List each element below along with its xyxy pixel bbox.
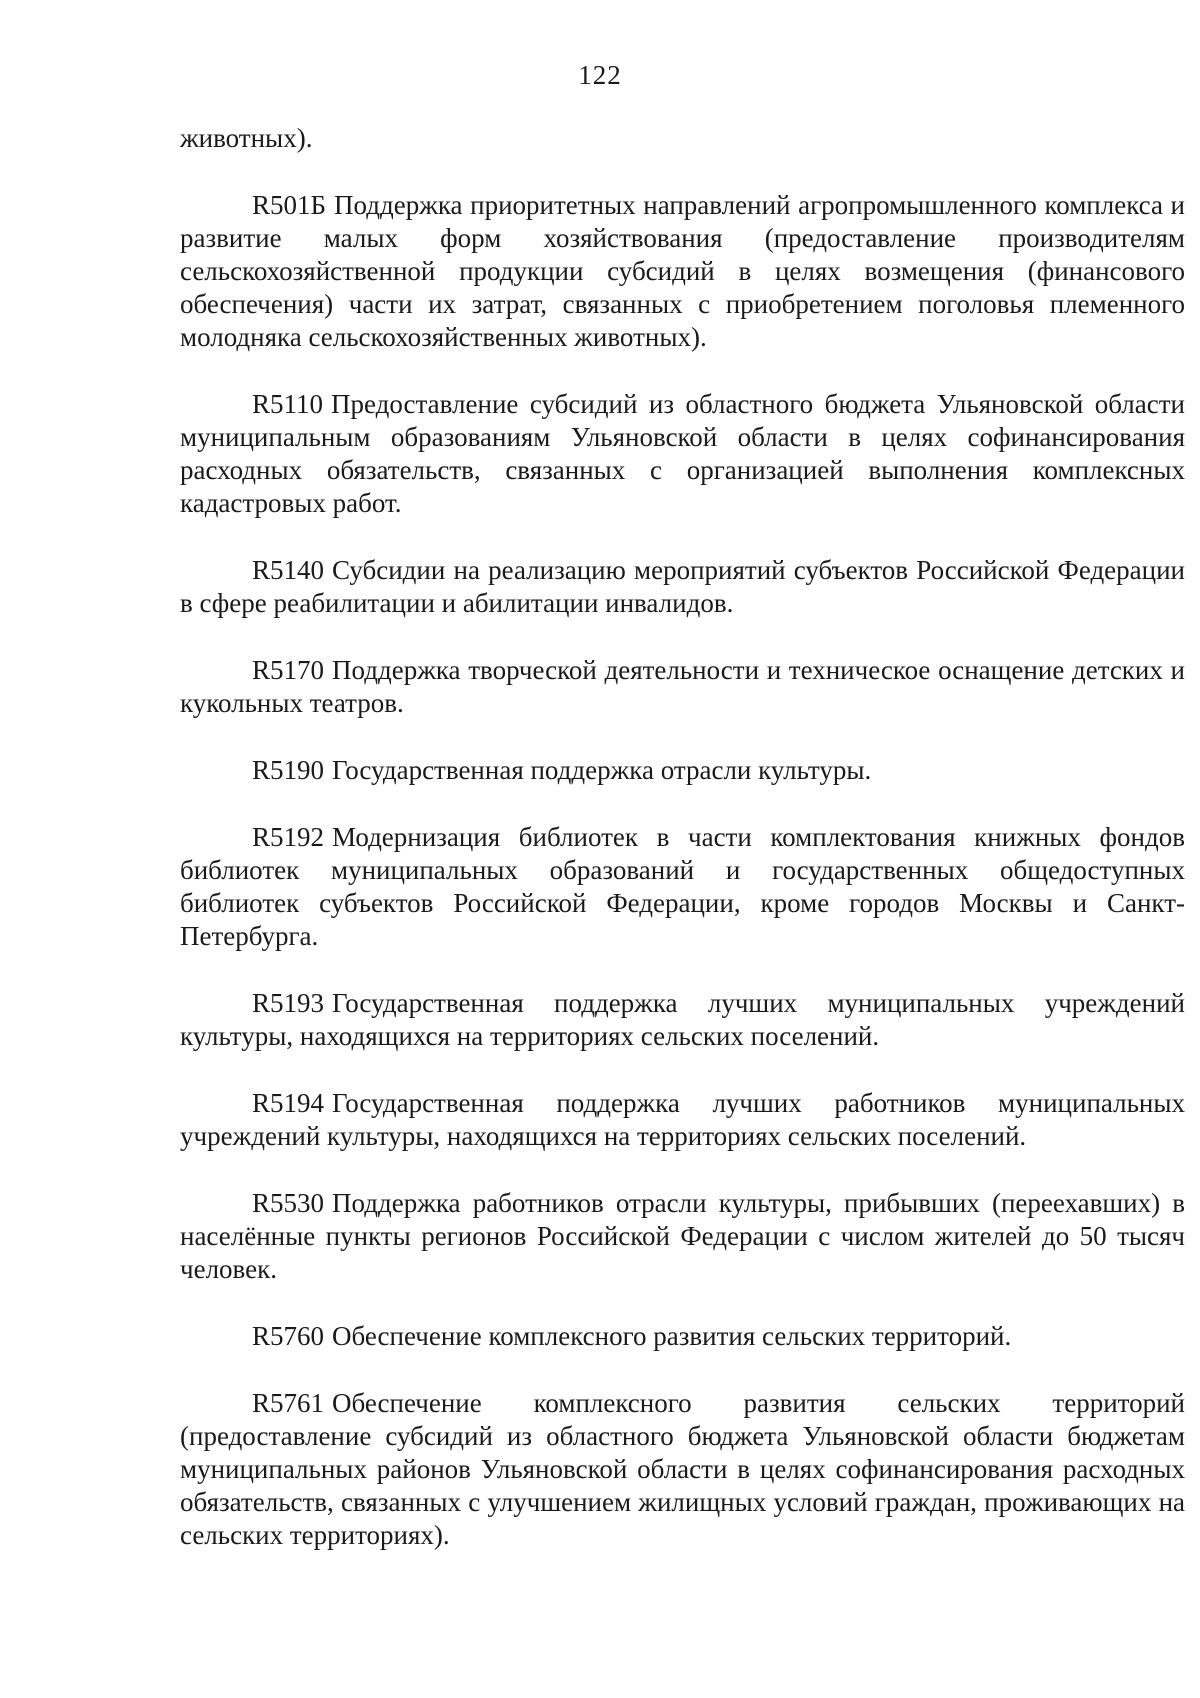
entry-code: R5110 <box>252 389 324 419</box>
entry-text: Субсидии на реализацию мероприятий субъектов Российской Федерации в сфере реабилитации и абилитации инвалидов. <box>180 555 1185 618</box>
budget-entry <box>180 554 1185 620</box>
budget-entry <box>180 388 1185 520</box>
entry-code: R501Б <box>252 190 327 220</box>
budget-entry <box>180 189 1185 354</box>
budget-entry <box>180 987 1185 1053</box>
entry-text: Поддержка приоритетных направлений агропромышленного комплекса и развитие малых форм хозяйствования (предоставление производителям сельскохозяйственной продукции субсидий в целях возмещения (финансового обеспечения) части их затрат, связанных с приобретением поголовья племенного молодняка сельскохозяйственных животных). <box>180 190 1185 352</box>
budget-entry <box>180 1087 1185 1153</box>
entry-text: Государственная поддержка отрасли культуры. <box>332 755 872 785</box>
budget-entry <box>180 821 1185 953</box>
entry-code: R5193 <box>252 988 325 1018</box>
entry-text: Предоставление субсидий из областного бюджета Ульяновской области муниципальным образованиям Ульяновской области в целях софинансирования расходных обязательств, связанных с организацией выполнения комплексных кадастровых работ. <box>180 389 1185 518</box>
budget-entry <box>180 1187 1185 1286</box>
page-number: 122 <box>578 60 622 90</box>
entry-text: Поддержка работников отрасли культуры, прибывших (переехавших) в населённые пункты регионов Российской Федерации с числом жителей до 50 тысяч человек. <box>180 1188 1185 1284</box>
entry-code: R5760 <box>252 1321 325 1351</box>
entry-code: R5194 <box>252 1088 325 1118</box>
entry-code: R5192 <box>252 822 325 852</box>
budget-entry <box>180 654 1185 720</box>
entry-text: Обеспечение комплексного развития сельских территорий (предоставление субсидий из областного бюджета Ульяновской области бюджетам муниципальных районов Ульяновской области в целях софинансирования расходных обязательств, связанных с улучшением жилищных условий граждан, проживающих на сельских территориях). <box>180 1388 1185 1550</box>
entry-code: R5530 <box>252 1188 325 1218</box>
entry-code: R5140 <box>252 555 325 585</box>
entry-text: Поддержка творческой деятельности и техническое оснащение детских и кукольных театров. <box>180 655 1185 718</box>
budget-entry <box>180 754 1185 787</box>
entry-text: Государственная поддержка лучших муниципальных учреждений культуры, находящихся на территориях сельских поселений. <box>180 988 1185 1051</box>
budget-entry <box>180 1320 1185 1353</box>
entry-text: Обеспечение комплексного развития сельских территорий. <box>332 1321 1012 1351</box>
entry-text: Модернизация библиотек в части комплектования книжных фондов библиотек муниципальных образований и государственных общедоступных библиотек субъектов Российской Федерации, кроме городов Москвы и Санкт-Петербурга. <box>180 822 1185 951</box>
document-body <box>180 122 1185 1586</box>
budget-entry <box>180 1387 1185 1552</box>
entry-code: R5190 <box>252 755 325 785</box>
entry-code: R5170 <box>252 655 325 685</box>
entry-code: R5761 <box>252 1388 325 1418</box>
entry-text: Государственная поддержка лучших работников муниципальных учреждений культуры, находящихся на территориях сельских поселений. <box>180 1088 1185 1151</box>
continuation-text: животных). <box>180 123 313 153</box>
